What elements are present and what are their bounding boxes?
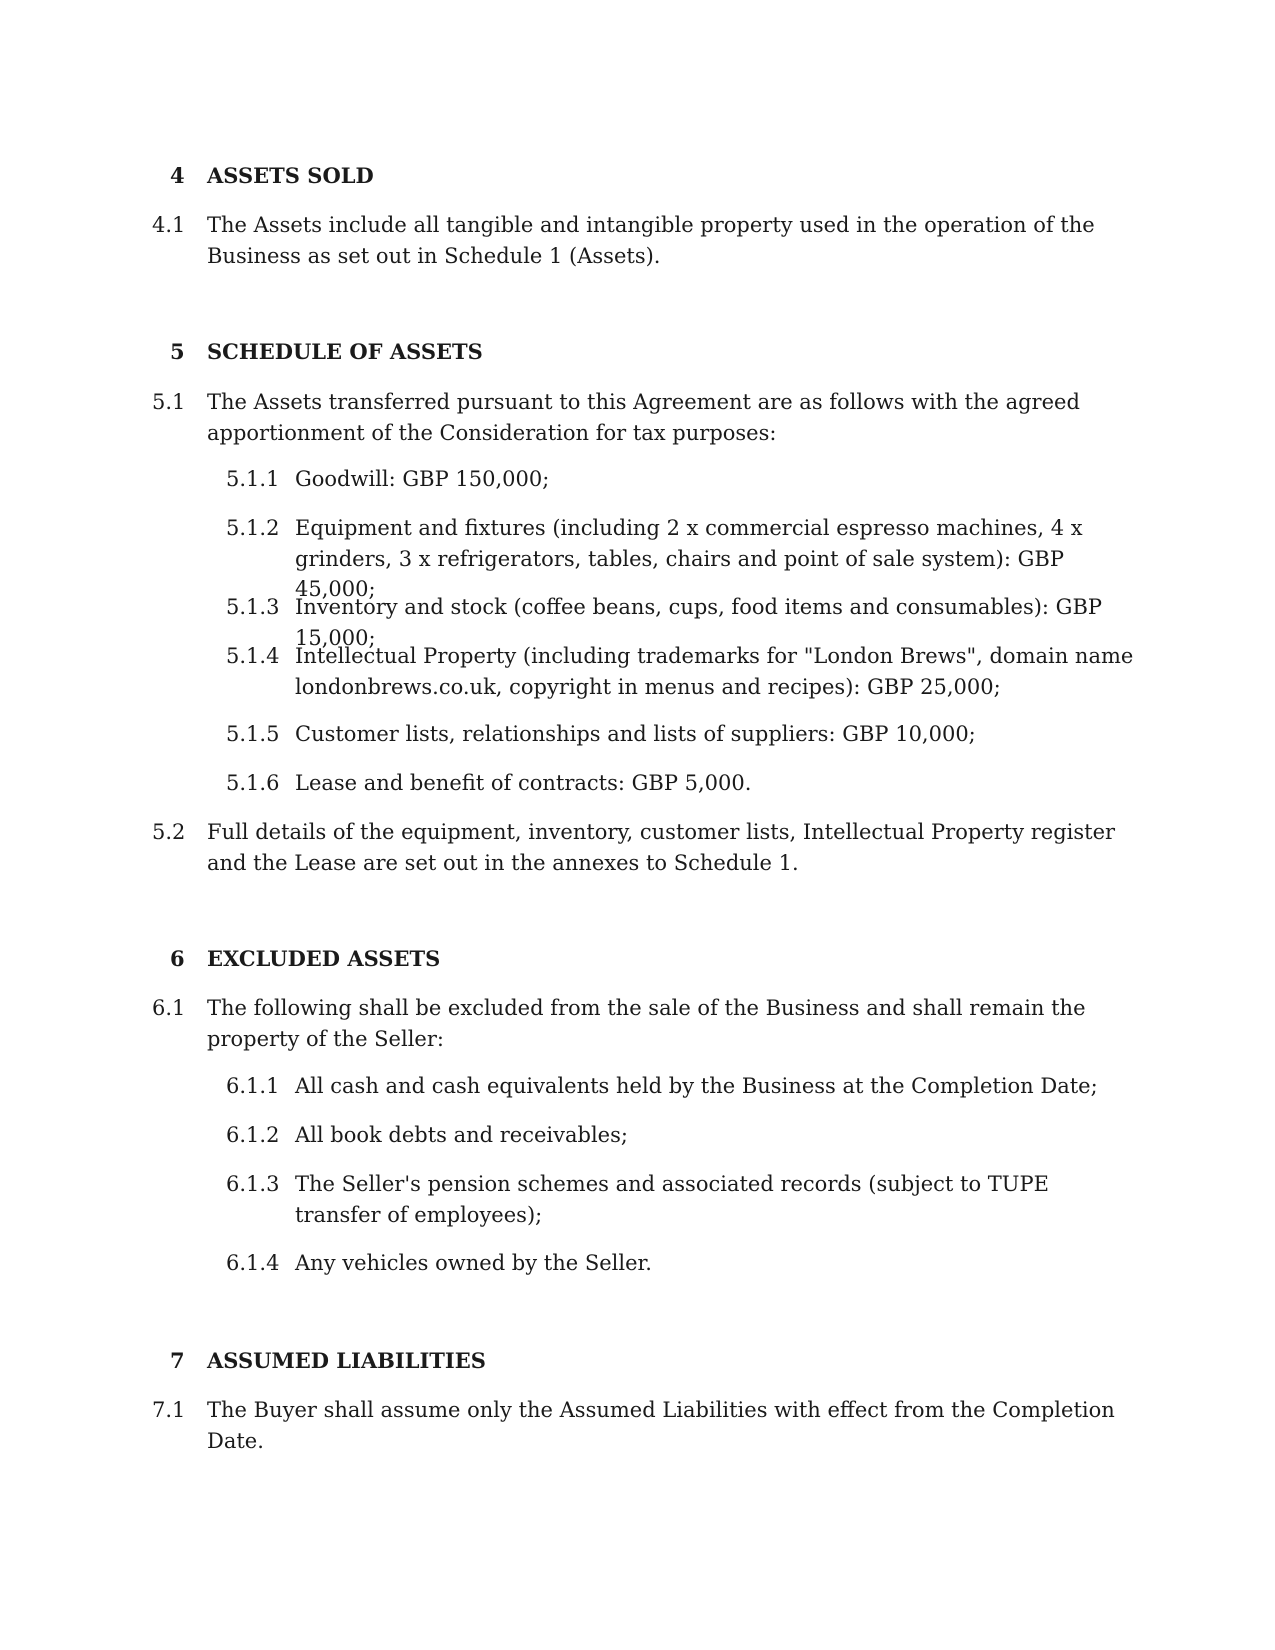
subclause-text: Inventory and stock (coffee beans, cups, food items and consumables): GBP 15,000;	[295, 595, 1103, 650]
subclause-number: 5.1.2	[226, 516, 280, 540]
clause-number: 5.1	[152, 390, 186, 414]
section-number: 4	[170, 163, 185, 188]
clause-text: The Assets transferred pursuant to this Agreement are as follows with the agreed apportionment of the Consideration for tax purposes:	[207, 390, 1080, 445]
subclause-number: 6.1.3	[226, 1172, 280, 1196]
clause-number: 6.1	[152, 996, 186, 1020]
section-heading: ASSETS SOLD	[207, 163, 374, 188]
section-number: 6	[170, 946, 185, 971]
subclause-text: Any vehicles owned by the Seller.	[295, 1251, 652, 1275]
clause-number: 7.1	[152, 1398, 186, 1422]
subclause-text: Lease and benefit of contracts: GBP 5,000.	[295, 771, 752, 795]
subclause-number: 5.1.1	[226, 467, 280, 491]
subclause-number: 5.1.6	[226, 771, 280, 795]
section-heading: EXCLUDED ASSETS	[207, 946, 441, 971]
subclause-number: 6.1.2	[226, 1123, 280, 1147]
section-heading: ASSUMED LIABILITIES	[207, 1348, 486, 1373]
subclause-number: 5.1.3	[226, 595, 280, 619]
subclause-text: All cash and cash equivalents held by the Business at the Completion Date;	[295, 1074, 1098, 1098]
clause-text: The Assets include all tangible and intangible property used in the operation of the Business as set out in Schedule 1 (Assets).	[207, 213, 1095, 268]
section-number: 5	[170, 339, 185, 364]
subclause-text: All book debts and receivables;	[295, 1123, 628, 1147]
subclause-text: Customer lists, relationships and lists of suppliers: GBP 10,000;	[295, 722, 976, 746]
subclause-text: Equipment and fixtures (including 2 x commercial espresso machines, 4 x grinders, 3 x refrigerators, tables, chairs and point of sale system): GBP 45,000;	[295, 516, 1083, 601]
subclause-text: Intellectual Property (including trademarks for "London Brews", domain name londonbrews.co.uk, copyright in menus and recipes): GBP 25,000;	[295, 644, 1134, 699]
clause-number: 4.1	[152, 213, 186, 237]
subclause-number: 6.1.1	[226, 1074, 280, 1098]
subclause-number: 5.1.4	[226, 644, 280, 668]
subclause-text: Goodwill: GBP 150,000;	[295, 467, 550, 491]
subclause-number: 5.1.5	[226, 722, 280, 746]
clause-text: The Buyer shall assume only the Assumed Liabilities with effect from the Completion Date.	[207, 1398, 1115, 1453]
clause-text: Full details of the equipment, inventory, customer lists, Intellectual Property register and the Lease are set out in the annexes to Schedule 1.	[207, 820, 1116, 875]
section-heading: SCHEDULE OF ASSETS	[207, 339, 483, 364]
clause-text: The following shall be excluded from the sale of the Business and shall remain the property of the Seller:	[207, 996, 1086, 1051]
subclause-text: The Seller's pension schemes and associated records (subject to TUPE transfer of employees);	[295, 1172, 1049, 1227]
clause-number: 5.2	[152, 820, 186, 844]
section-number: 7	[170, 1348, 185, 1373]
subclause-number: 6.1.4	[226, 1251, 280, 1275]
